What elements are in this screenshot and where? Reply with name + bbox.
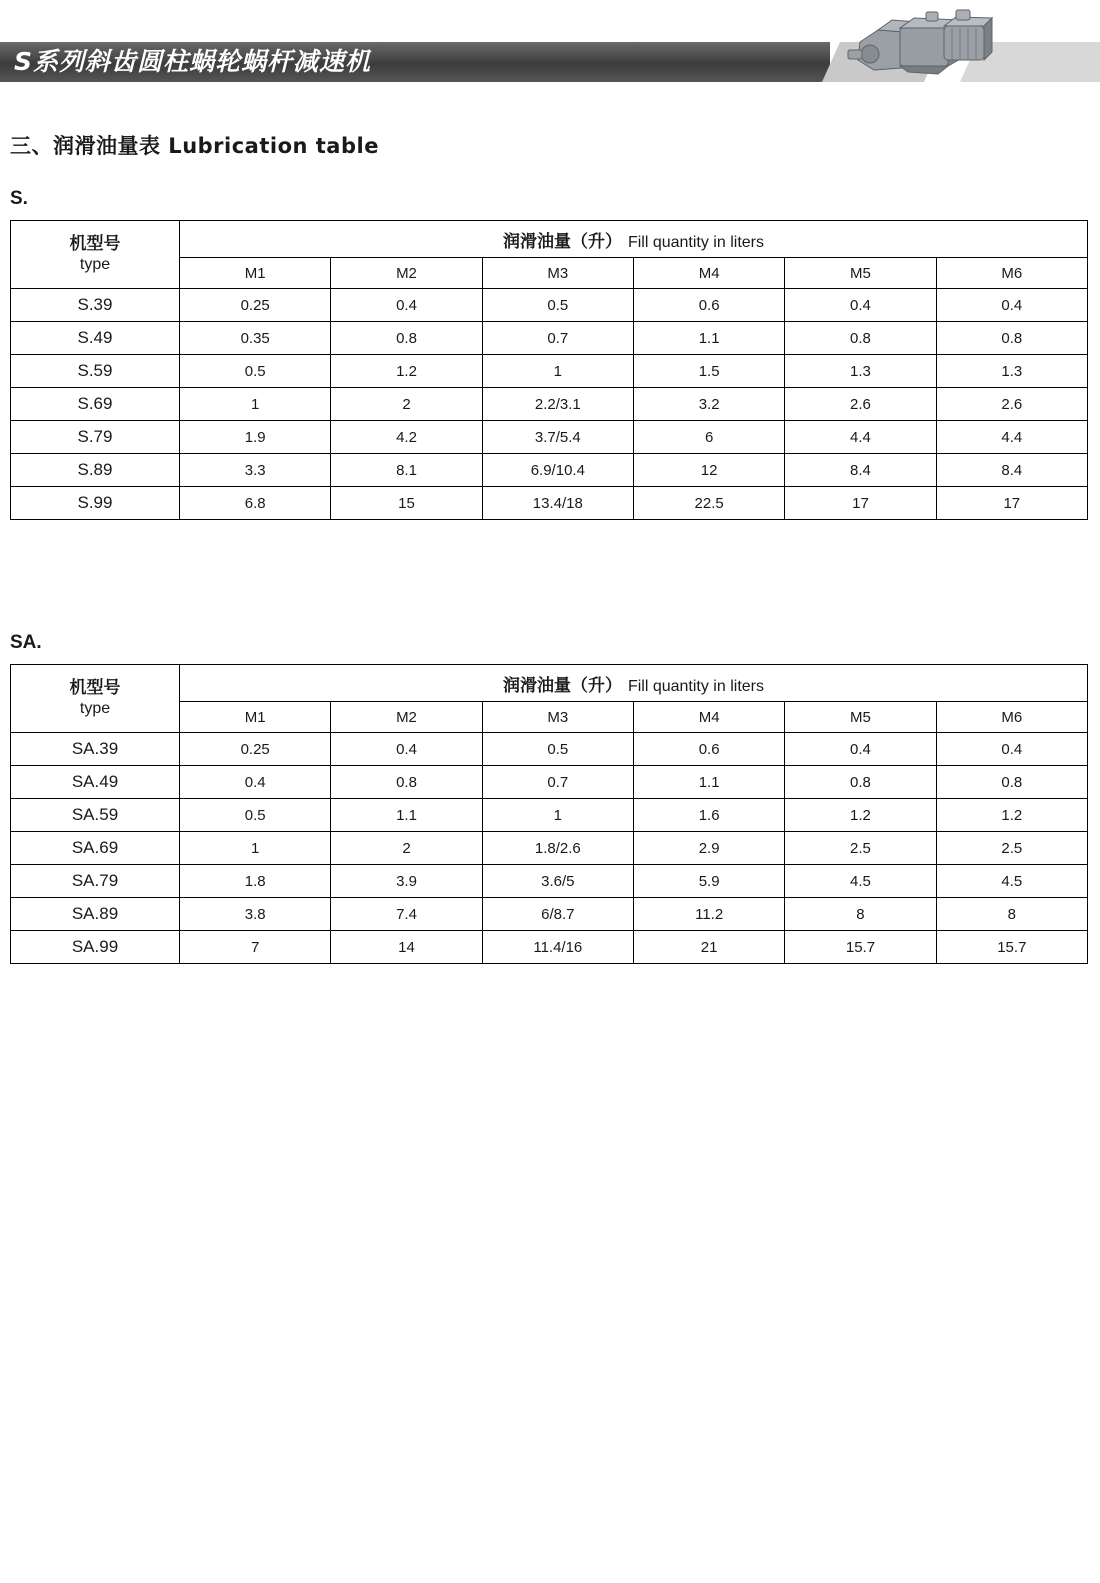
cell-m3: 2.2/3.1: [482, 388, 633, 421]
table-row: [11, 733, 1088, 766]
table-row: [11, 421, 1088, 454]
cell-m6: 1.2: [936, 799, 1087, 832]
cell-m3: 1.8/2.6: [482, 832, 633, 865]
cell-m4: 12: [633, 454, 784, 487]
cell-m5: 2.5: [785, 832, 936, 865]
cell-m5: 8: [785, 898, 936, 931]
column-header-m3: M3: [482, 258, 633, 289]
cell-m3: 0.7: [482, 766, 633, 799]
table-row: [11, 322, 1088, 355]
type-header-cell: [11, 665, 180, 733]
row-type: S.69: [11, 388, 180, 421]
column-header-m6: M6: [936, 258, 1087, 289]
cell-m3: 0.5: [482, 733, 633, 766]
cell-m6: 1.3: [936, 355, 1087, 388]
cell-m3: 13.4/18: [482, 487, 633, 520]
cell-m6: 0.8: [936, 766, 1087, 799]
column-header-m5: M5: [785, 702, 936, 733]
cell-m1: 0.5: [180, 355, 331, 388]
lubrication-table-s-wrapper: [10, 220, 1088, 520]
column-header-m4: M4: [633, 702, 784, 733]
cell-m1: 1: [180, 388, 331, 421]
column-header-m6: M6: [936, 702, 1087, 733]
column-header-m2: M2: [331, 702, 482, 733]
group-label-s: S.: [10, 188, 28, 209]
cell-m4: 1.5: [633, 355, 784, 388]
fill-quantity-header-cn: 润滑油量（升）: [503, 675, 623, 696]
cell-m1: 7: [180, 931, 331, 964]
cell-m4: 0.6: [633, 733, 784, 766]
table-row: [11, 487, 1088, 520]
cell-m6: 4.5: [936, 865, 1087, 898]
table-row: [11, 865, 1088, 898]
type-header-en: type: [79, 256, 111, 274]
cell-m5: 1.2: [785, 799, 936, 832]
cell-m2: 1.1: [331, 799, 482, 832]
cell-m1: 6.8: [180, 487, 331, 520]
cell-m4: 5.9: [633, 865, 784, 898]
lubrication-table-s: [10, 220, 1088, 520]
cell-m6: 8: [936, 898, 1087, 931]
cell-m4: 11.2: [633, 898, 784, 931]
cell-m4: 2.9: [633, 832, 784, 865]
cell-m4: 1.6: [633, 799, 784, 832]
cell-m5: 8.4: [785, 454, 936, 487]
cell-m5: 0.4: [785, 733, 936, 766]
cell-m2: 1.2: [331, 355, 482, 388]
row-type: SA.89: [11, 898, 180, 931]
cell-m1: 0.25: [180, 733, 331, 766]
cell-m2: 15: [331, 487, 482, 520]
cell-m5: 17: [785, 487, 936, 520]
cell-m3: 6/8.7: [482, 898, 633, 931]
cell-m3: 3.7/5.4: [482, 421, 633, 454]
column-header-m1: M1: [180, 702, 331, 733]
cell-m4: 1.1: [633, 766, 784, 799]
row-type: SA.49: [11, 766, 180, 799]
cell-m3: 0.5: [482, 289, 633, 322]
cell-m1: 1.9: [180, 421, 331, 454]
column-header-m1: M1: [180, 258, 331, 289]
gearmotor-image: [840, 6, 1000, 92]
type-header-cell: [11, 221, 180, 289]
cell-m2: 2: [331, 832, 482, 865]
cell-m1: 0.5: [180, 799, 331, 832]
group-label-sa: SA.: [10, 632, 42, 653]
cell-m4: 3.2: [633, 388, 784, 421]
row-type: SA.59: [11, 799, 180, 832]
row-type: S.89: [11, 454, 180, 487]
cell-m4: 22.5: [633, 487, 784, 520]
table-row: [11, 799, 1088, 832]
cell-m3: 3.6/5: [482, 865, 633, 898]
table-header-row-1: [11, 221, 1088, 258]
row-type: SA.39: [11, 733, 180, 766]
lubrication-table-sa-wrapper: [10, 664, 1088, 964]
cell-m4: 1.1: [633, 322, 784, 355]
column-header-m3: M3: [482, 702, 633, 733]
cell-m3: 6.9/10.4: [482, 454, 633, 487]
cell-m5: 4.4: [785, 421, 936, 454]
cell-m6: 0.4: [936, 289, 1087, 322]
cell-m4: 0.6: [633, 289, 784, 322]
section-title: 三、润滑油量表 Lubrication table: [10, 134, 379, 158]
table-row: [11, 454, 1088, 487]
column-header-m5: M5: [785, 258, 936, 289]
cell-m1: 3.8: [180, 898, 331, 931]
table-header-row-1: [11, 665, 1088, 702]
cell-m6: 15.7: [936, 931, 1087, 964]
cell-m2: 8.1: [331, 454, 482, 487]
cell-m3: 1: [482, 799, 633, 832]
row-type: S.39: [11, 289, 180, 322]
column-header-m4: M4: [633, 258, 784, 289]
cell-m1: 0.4: [180, 766, 331, 799]
type-header-en: type: [79, 700, 111, 718]
cell-m2: 0.8: [331, 322, 482, 355]
type-header-cn: 机型号: [69, 233, 121, 254]
page-header: [0, 0, 1100, 98]
type-header-cn: 机型号: [69, 677, 121, 698]
row-type: S.79: [11, 421, 180, 454]
cell-m3: 11.4/16: [482, 931, 633, 964]
cell-m4: 21: [633, 931, 784, 964]
page-title: S系列斜齿圆柱蜗轮蜗杆减速机: [14, 47, 372, 76]
cell-m1: 3.3: [180, 454, 331, 487]
cell-m5: 0.8: [785, 766, 936, 799]
cell-m4: 6: [633, 421, 784, 454]
cell-m1: 0.35: [180, 322, 331, 355]
table-row: [11, 355, 1088, 388]
row-type: S.99: [11, 487, 180, 520]
table-row: [11, 898, 1088, 931]
fill-quantity-header-cn: 润滑油量（升）: [503, 231, 623, 252]
cell-m6: 17: [936, 487, 1087, 520]
cell-m6: 2.5: [936, 832, 1087, 865]
table-row: [11, 388, 1088, 421]
cell-m5: 2.6: [785, 388, 936, 421]
cell-m2: 3.9: [331, 865, 482, 898]
cell-m3: 0.7: [482, 322, 633, 355]
table-row: [11, 289, 1088, 322]
fill-quantity-header-en: Fill quantity in liters: [627, 233, 764, 251]
row-type: SA.79: [11, 865, 180, 898]
cell-m5: 4.5: [785, 865, 936, 898]
cell-m2: 14: [331, 931, 482, 964]
cell-m5: 1.3: [785, 355, 936, 388]
row-type: S.49: [11, 322, 180, 355]
cell-m2: 7.4: [331, 898, 482, 931]
cell-m2: 2: [331, 388, 482, 421]
table-row: [11, 832, 1088, 865]
cell-m2: 0.8: [331, 766, 482, 799]
column-header-m2: M2: [331, 258, 482, 289]
fill-quantity-header-en: Fill quantity in liters: [627, 677, 764, 695]
table-row: [11, 931, 1088, 964]
cell-m6: 2.6: [936, 388, 1087, 421]
cell-m1: 0.25: [180, 289, 331, 322]
cell-m5: 15.7: [785, 931, 936, 964]
cell-m2: 0.4: [331, 733, 482, 766]
lubrication-table-sa: [10, 664, 1088, 964]
cell-m6: 8.4: [936, 454, 1087, 487]
row-type: SA.99: [11, 931, 180, 964]
cell-m6: 0.4: [936, 733, 1087, 766]
cell-m3: 1: [482, 355, 633, 388]
fill-quantity-header: [180, 665, 1088, 702]
cell-m2: 4.2: [331, 421, 482, 454]
cell-m2: 0.4: [331, 289, 482, 322]
cell-m1: 1.8: [180, 865, 331, 898]
cell-m6: 0.8: [936, 322, 1087, 355]
cell-m5: 0.4: [785, 289, 936, 322]
table-row: [11, 766, 1088, 799]
cell-m6: 4.4: [936, 421, 1087, 454]
cell-m5: 0.8: [785, 322, 936, 355]
row-type: SA.69: [11, 832, 180, 865]
row-type: S.59: [11, 355, 180, 388]
cell-m1: 1: [180, 832, 331, 865]
fill-quantity-header: [180, 221, 1088, 258]
